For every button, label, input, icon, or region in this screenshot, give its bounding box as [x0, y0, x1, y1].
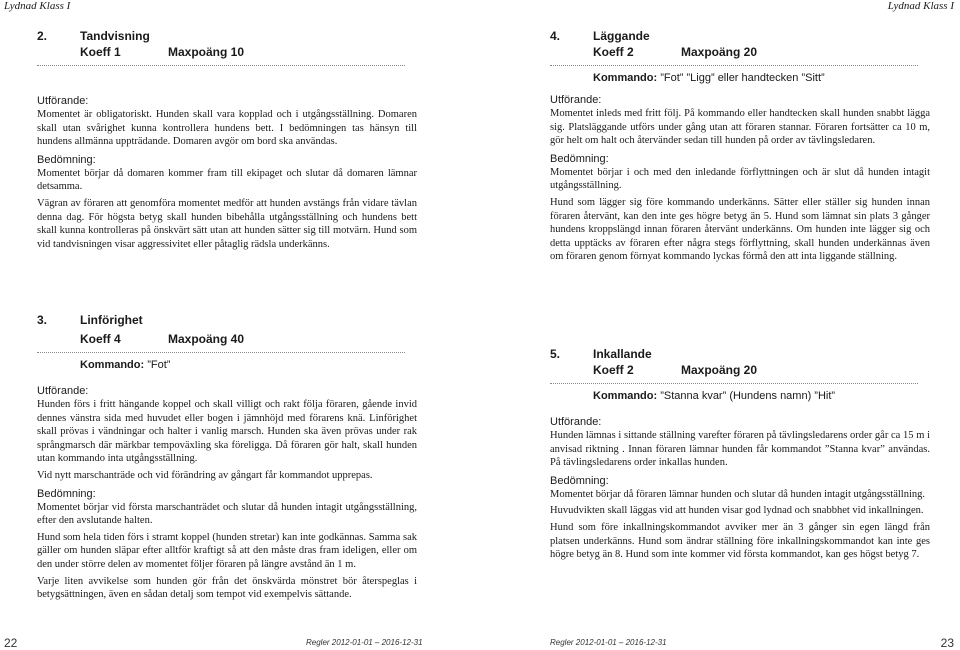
section-title: Linförighet	[80, 313, 143, 327]
section-title: Inkallande	[593, 347, 652, 361]
kommando-line	[37, 358, 417, 372]
utforande-text: Momentet inleds med fritt följ. På kommando eller handtecken skall hunden snabbt lägga sig. Platsläggande utförs under gång utan att föraren stannar. Föraren fortsätter ca 10 m, gör helt om halt och återvänder sedan till hunden på order av tävlingsledaren.	[550, 108, 930, 147]
section-4	[550, 28, 930, 264]
maxpoang: Maxpoäng 20	[681, 45, 758, 59]
bedomning-label: Bedömning:	[37, 487, 96, 500]
section-heading	[550, 28, 930, 44]
kommando-value: ”Fot” ”Ligg” eller handtecken ”Sitt”	[660, 72, 825, 84]
section-title: Läggande	[593, 29, 650, 43]
kommando-line	[550, 71, 930, 85]
koeff: Koeff 4	[80, 332, 121, 346]
bedomning-label: Bedömning:	[550, 474, 609, 487]
section-number: 4.	[550, 29, 561, 43]
maxpoang: Maxpoäng 10	[168, 45, 245, 59]
bedomning-paragraph: Huvudvikten skall läggas vid att hunden visar god lydnad och snabbhet vid inkallningen.	[550, 505, 924, 517]
koeff: Koeff 2	[593, 45, 634, 59]
section-3	[37, 312, 417, 602]
kommando-value: ”Fot”	[147, 359, 171, 371]
bedomning-paragraph: Momentet börjar då föraren lämnar hunden och slutar då hunden intagit utgångsställning.	[550, 488, 925, 500]
bedomning-paragraph: Momentet börjar vid första marschanträdet och slutar då hunden intagit utgångsställning, efter den avslutande halten.	[37, 501, 417, 527]
page-number-right: 23	[940, 636, 954, 650]
running-head-right: Lydnad Klass I	[887, 0, 954, 12]
page-number-left: 22	[4, 636, 18, 650]
utforande-text: Hunden lämnas i sittande ställning varefter föraren på tävlingsledarens order går ca 15 m i anvisad riktning . Innan föraren lämnar hunden får kommandot ”Stanna kvar” användas. På tävlingsledarens order inkallas hunden.	[550, 430, 930, 469]
kommando-label: Kommando:	[593, 72, 658, 84]
bedomning-paragraph: Vägran av föraren att genomföra momentet medför att hunden avstängs från vidare tävlan denna dag. För högsta betyg skall hunden bibehålla utgångsställning och hundens bett skall kunna kontrolleras på önskvärt sätt utan att hunden sätter sig till motvärn. Hund som vid tandvisningen visar aggressivitet eller påtaglig rädsla underkänns.	[37, 197, 417, 250]
bedomning-paragraph: Varje liten avvikelse som hunden gör från det önskvärda mönstret bör återspeglas i betygsättningen, även en sådan detalj som tempot vid exempelvis sättande.	[37, 575, 417, 601]
koeff: Koeff 1	[80, 45, 121, 59]
section-number: 2.	[37, 29, 48, 43]
dotted-rule	[550, 65, 918, 66]
running-head-left: Lydnad Klass I	[4, 0, 71, 12]
koeff: Koeff 2	[593, 363, 634, 377]
maxpoang: Maxpoäng 20	[681, 363, 758, 377]
kommando-line	[550, 389, 930, 403]
footer-right: Regler 2012-01-01 – 2016-12-31	[550, 638, 667, 647]
kommando-value: ”Stanna kvar” (Hundens namn) ”Hit”	[660, 390, 836, 402]
section-heading	[37, 312, 417, 328]
section-title: Tandvisning	[80, 29, 150, 43]
kommando-label: Kommando:	[593, 390, 658, 402]
utforande-label: Utförande:	[550, 94, 602, 106]
bedomning-paragraph: Hund som före inkallningskommandot avviker mer än 3 gånger sin egen längd från platsen underkänns. Hund som ändrar ställning före inkallningskommandot kan inte ges högre betyg än 8. Hund som inte kommer vid första kommandot, kan ges högst betyg 7.	[550, 521, 930, 561]
section-heading	[37, 28, 417, 44]
bedomning-paragraph: Hund som lägger sig före kommando underkänns. Sätter eller ställer sig hunden innan föraren återvänt, kan den inte ges högre betyg än 5. Hund som lämnat sin plats 3 gånger hundens kroppslängd innan föraren återvänt underkänns. Om hunden inte lägger sig och detta upptäcks av föraren efter några stegs förflyttning, skall hunden underkännas även om föraren genom förnyat kommando lyckas förmå den att inta liggande ställning.	[550, 196, 930, 263]
section-5	[550, 346, 930, 562]
dotted-rule	[37, 352, 405, 353]
section-number: 3.	[37, 313, 48, 327]
bedomning-paragraph: Hund som hela tiden förs i stramt koppel (hunden stretar) kan inte godkännas. Samma sak gäller om hunden släpar efter alltför kraftigt så att den måste dras fram ideligen, eller om den under större delen av momentet följer föraren på längre avstånd än 1 m.	[37, 531, 417, 570]
bedomning-label: Bedömning:	[37, 153, 96, 166]
bedomning-paragraph: Momentet börjar då domaren kommer fram till ekipaget och slutar då domaren lämnar detsamma.	[37, 167, 417, 193]
right-page	[550, 28, 930, 561]
dotted-rule	[550, 383, 918, 384]
bedomning-paragraph: Momentet börjar i och med den inledande förflyttningen och är slut då hunden intagit utgångsställning.	[550, 166, 930, 192]
score-line	[37, 44, 417, 60]
utforande-label: Utförande:	[37, 385, 89, 397]
utforande-paragraph: Vid nytt marschanträde och vid förändring av gångart får kommandot upprepas.	[37, 469, 373, 481]
utforande-label: Utförande:	[37, 95, 89, 107]
utforande-text: Momentet är obligatoriskt. Hunden skall vara kopplad och i utgångsställning. Domaren skall utan svårighet kunna kontrollera hundens bett. I bedömningen tas hänsyn till hundens allmänna uppträdande. Domaren avgör om bord ska användas.	[37, 109, 417, 148]
bedomning-label: Bedömning:	[550, 152, 609, 165]
utforande-paragraph: Hunden förs i fritt hängande koppel och skall villigt och rakt följa föraren, gående invid dennes vänstra sida med huvudet eller bogen i jämnhöjd med förarens knä. Linförighet skall prövas i vändningar och halter i vanlig marsch. Hunden ska även prövas under rak språngmarsch där märkbar tempoväxling ska föreligga. Då föraren gör halt, skall hunden utan kommando inta utgångsställning.	[37, 399, 417, 465]
score-line	[37, 331, 417, 347]
section-heading	[550, 346, 930, 362]
footer-left: Regler 2012-01-01 – 2016-12-31	[306, 638, 423, 647]
left-page	[37, 28, 417, 601]
section-number: 5.	[550, 347, 561, 361]
utforande-label: Utförande:	[550, 416, 602, 428]
score-line	[550, 44, 930, 60]
maxpoang: Maxpoäng 40	[168, 332, 245, 346]
score-line	[550, 362, 930, 378]
kommando-label: Kommando:	[80, 359, 145, 371]
section-2	[37, 28, 417, 251]
